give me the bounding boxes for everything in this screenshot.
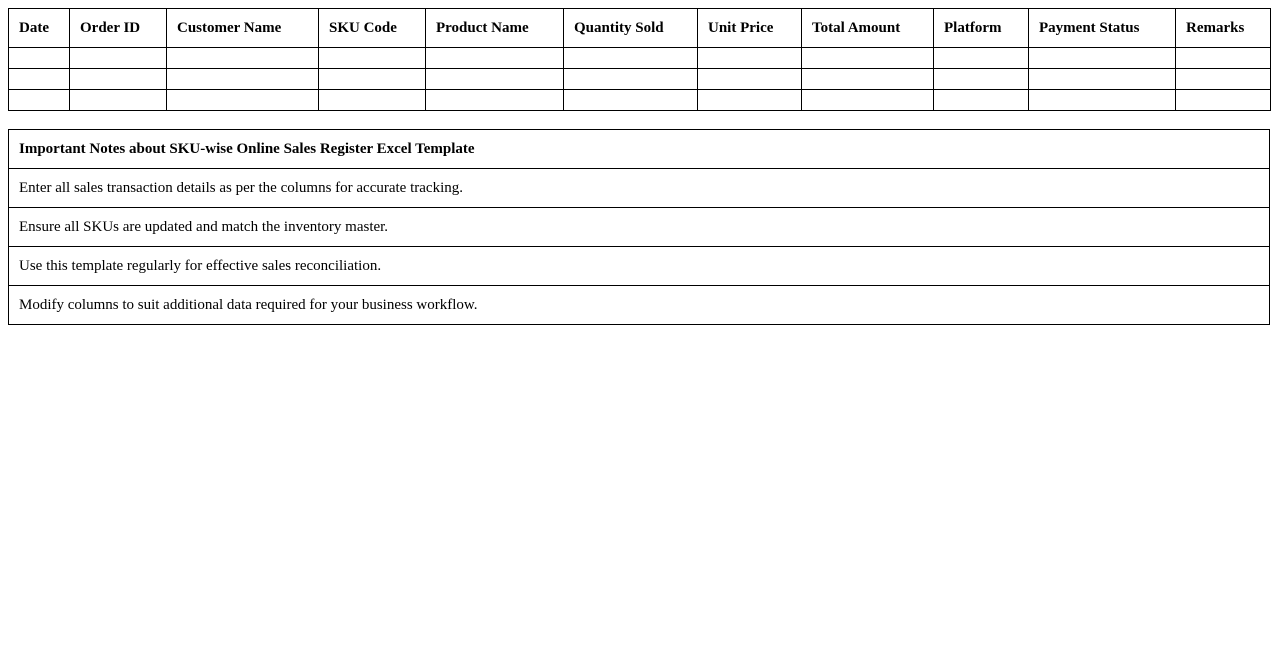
column-header-product-name: Product Name	[426, 9, 564, 48]
table-cell[interactable]	[802, 69, 934, 90]
table-cell[interactable]	[319, 90, 426, 111]
table-cell[interactable]	[70, 69, 167, 90]
table-cell[interactable]	[1176, 69, 1271, 90]
table-cell[interactable]	[698, 90, 802, 111]
table-cell[interactable]	[1176, 90, 1271, 111]
column-header-quantity-sold: Quantity Sold	[564, 9, 698, 48]
column-header-platform: Platform	[934, 9, 1029, 48]
table-cell[interactable]	[934, 48, 1029, 69]
table-row	[9, 48, 1271, 69]
note-row	[9, 208, 1270, 247]
table-cell[interactable]	[564, 69, 698, 90]
sales-register-table	[8, 8, 1271, 111]
table-cell[interactable]	[9, 90, 70, 111]
note-row	[9, 169, 1270, 208]
table-cell[interactable]	[698, 69, 802, 90]
note-row	[9, 247, 1270, 286]
notes-title-row	[9, 130, 1270, 169]
column-header-sku-code: SKU Code	[319, 9, 426, 48]
table-cell[interactable]	[167, 90, 319, 111]
column-header-customer-name: Customer Name	[167, 9, 319, 48]
column-header-remarks: Remarks	[1176, 9, 1271, 48]
note-row	[9, 286, 1270, 325]
table-header-row	[9, 9, 1271, 48]
table-cell[interactable]	[802, 90, 934, 111]
notes-table	[8, 129, 1270, 325]
table-cell[interactable]	[1176, 48, 1271, 69]
table-cell[interactable]	[426, 48, 564, 69]
table-cell[interactable]	[1029, 90, 1176, 111]
table-cell[interactable]	[564, 90, 698, 111]
table-cell[interactable]	[698, 48, 802, 69]
column-header-date: Date	[9, 9, 70, 48]
table-cell[interactable]	[1029, 69, 1176, 90]
column-header-order-id: Order ID	[70, 9, 167, 48]
table-cell[interactable]	[319, 69, 426, 90]
table-cell[interactable]	[70, 48, 167, 69]
table-row	[9, 90, 1271, 111]
table-cell[interactable]	[167, 48, 319, 69]
table-cell[interactable]	[319, 48, 426, 69]
table-cell[interactable]	[9, 69, 70, 90]
note-item: Modify columns to suit additional data required for your business workflow.	[9, 286, 1270, 325]
table-cell[interactable]	[802, 48, 934, 69]
table-cell[interactable]	[426, 69, 564, 90]
note-item: Use this template regularly for effective sales reconciliation.	[9, 247, 1270, 286]
table-cell[interactable]	[426, 90, 564, 111]
table-row	[9, 69, 1271, 90]
table-cell[interactable]	[934, 90, 1029, 111]
column-header-unit-price: Unit Price	[698, 9, 802, 48]
table-cell[interactable]	[9, 48, 70, 69]
notes-title: Important Notes about SKU-wise Online Sales Register Excel Template	[9, 130, 1270, 169]
table-cell[interactable]	[70, 90, 167, 111]
column-header-payment-status: Payment Status	[1029, 9, 1176, 48]
note-item: Enter all sales transaction details as per the columns for accurate tracking.	[9, 169, 1270, 208]
table-cell[interactable]	[934, 69, 1029, 90]
sales-table-body	[9, 48, 1271, 111]
page-content	[8, 8, 1270, 325]
table-cell[interactable]	[564, 48, 698, 69]
table-cell[interactable]	[1029, 48, 1176, 69]
table-cell[interactable]	[167, 69, 319, 90]
column-header-total-amount: Total Amount	[802, 9, 934, 48]
note-item: Ensure all SKUs are updated and match the inventory master.	[9, 208, 1270, 247]
